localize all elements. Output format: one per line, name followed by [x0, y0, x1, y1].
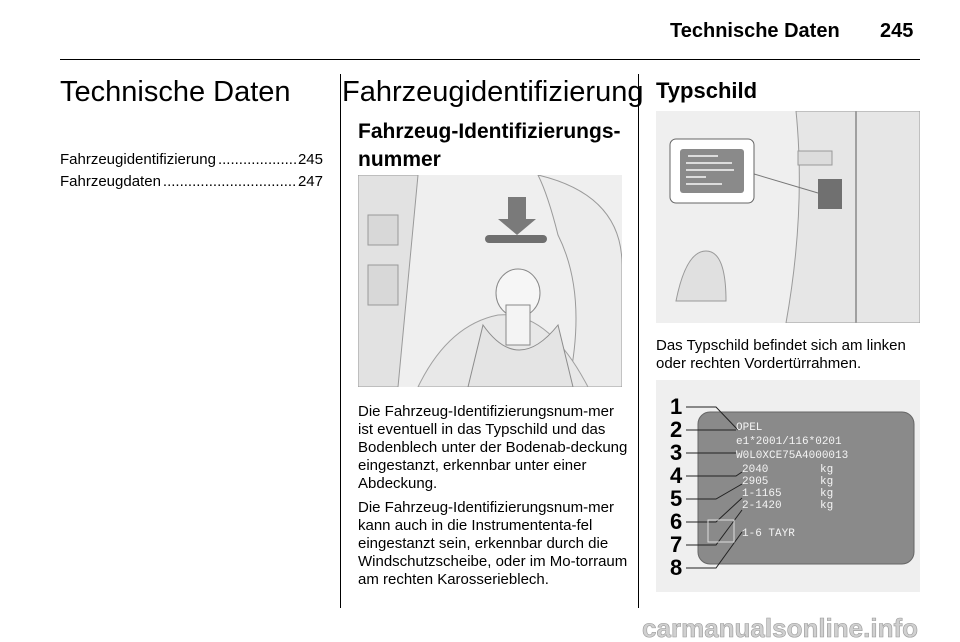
- watermark-text: carmanualsonline.info: [642, 613, 918, 642]
- paragraph: Die Fahrzeug-Identifizierungsnum-mer ist eventuell in das Typschild und das Bodenblech unter der Bodenab-deckung eingestanzt, erkennbar unter einer Abdeckung.: [358, 403, 628, 492]
- plate-manufacturer: OPEL: [736, 422, 763, 434]
- callout-number: 1: [670, 394, 683, 419]
- callout-number: 4: [670, 463, 683, 488]
- typschild-heading: Typschild: [656, 78, 758, 103]
- page-number: 245: [880, 20, 914, 42]
- paragraph: Das Typschild befindet sich am linken oder rechten Vordertürrahmen.: [656, 337, 906, 372]
- chapter-title: Technische Daten: [60, 76, 291, 108]
- plate-weight: 2905: [742, 476, 769, 488]
- callout-number: 3: [670, 440, 683, 465]
- callout-number: 6: [670, 509, 683, 534]
- callout-number: 5: [670, 486, 683, 511]
- callout-number: 2: [670, 417, 683, 442]
- plate-weight: 2040: [742, 464, 769, 476]
- toc-entry-page: 247: [297, 173, 323, 190]
- plate-vin: W0L0XCE75A4000013: [736, 450, 849, 462]
- plate-weight: 2-1420: [742, 500, 782, 512]
- section-heading: Fahrzeugidentifizierung: [342, 76, 644, 108]
- plate-unit: kg: [820, 500, 834, 512]
- plate-code: 1-6 TAYR: [742, 528, 795, 540]
- plate-approval-number: e1*2001/116*0201: [736, 436, 842, 448]
- toc-entry-label: Fahrzeugdaten: [60, 173, 161, 190]
- running-header-title: Technische Daten: [670, 20, 840, 42]
- toc-entry-page: 245: [297, 151, 323, 168]
- toc-entry-label: Fahrzeugidentifizierung: [60, 151, 216, 168]
- plate-weight: 1-1165: [742, 488, 782, 500]
- paragraph: Die Fahrzeug-Identifizierungsnum-mer kann auch in die Instrumententa-fel eingestanzt sein, erkennbar durch die Windschutzscheibe, oder im Mo-torraum am rechten Karosserieblech.: [358, 499, 628, 588]
- plate-unit: kg: [820, 464, 834, 476]
- plate-unit: kg: [820, 476, 834, 488]
- callout-number: 8: [670, 555, 683, 580]
- callout-number: 7: [670, 532, 683, 557]
- plate-unit: kg: [820, 488, 834, 500]
- subsection-heading: Fahrzeug-Identifizierungs-nummer: [358, 120, 621, 171]
